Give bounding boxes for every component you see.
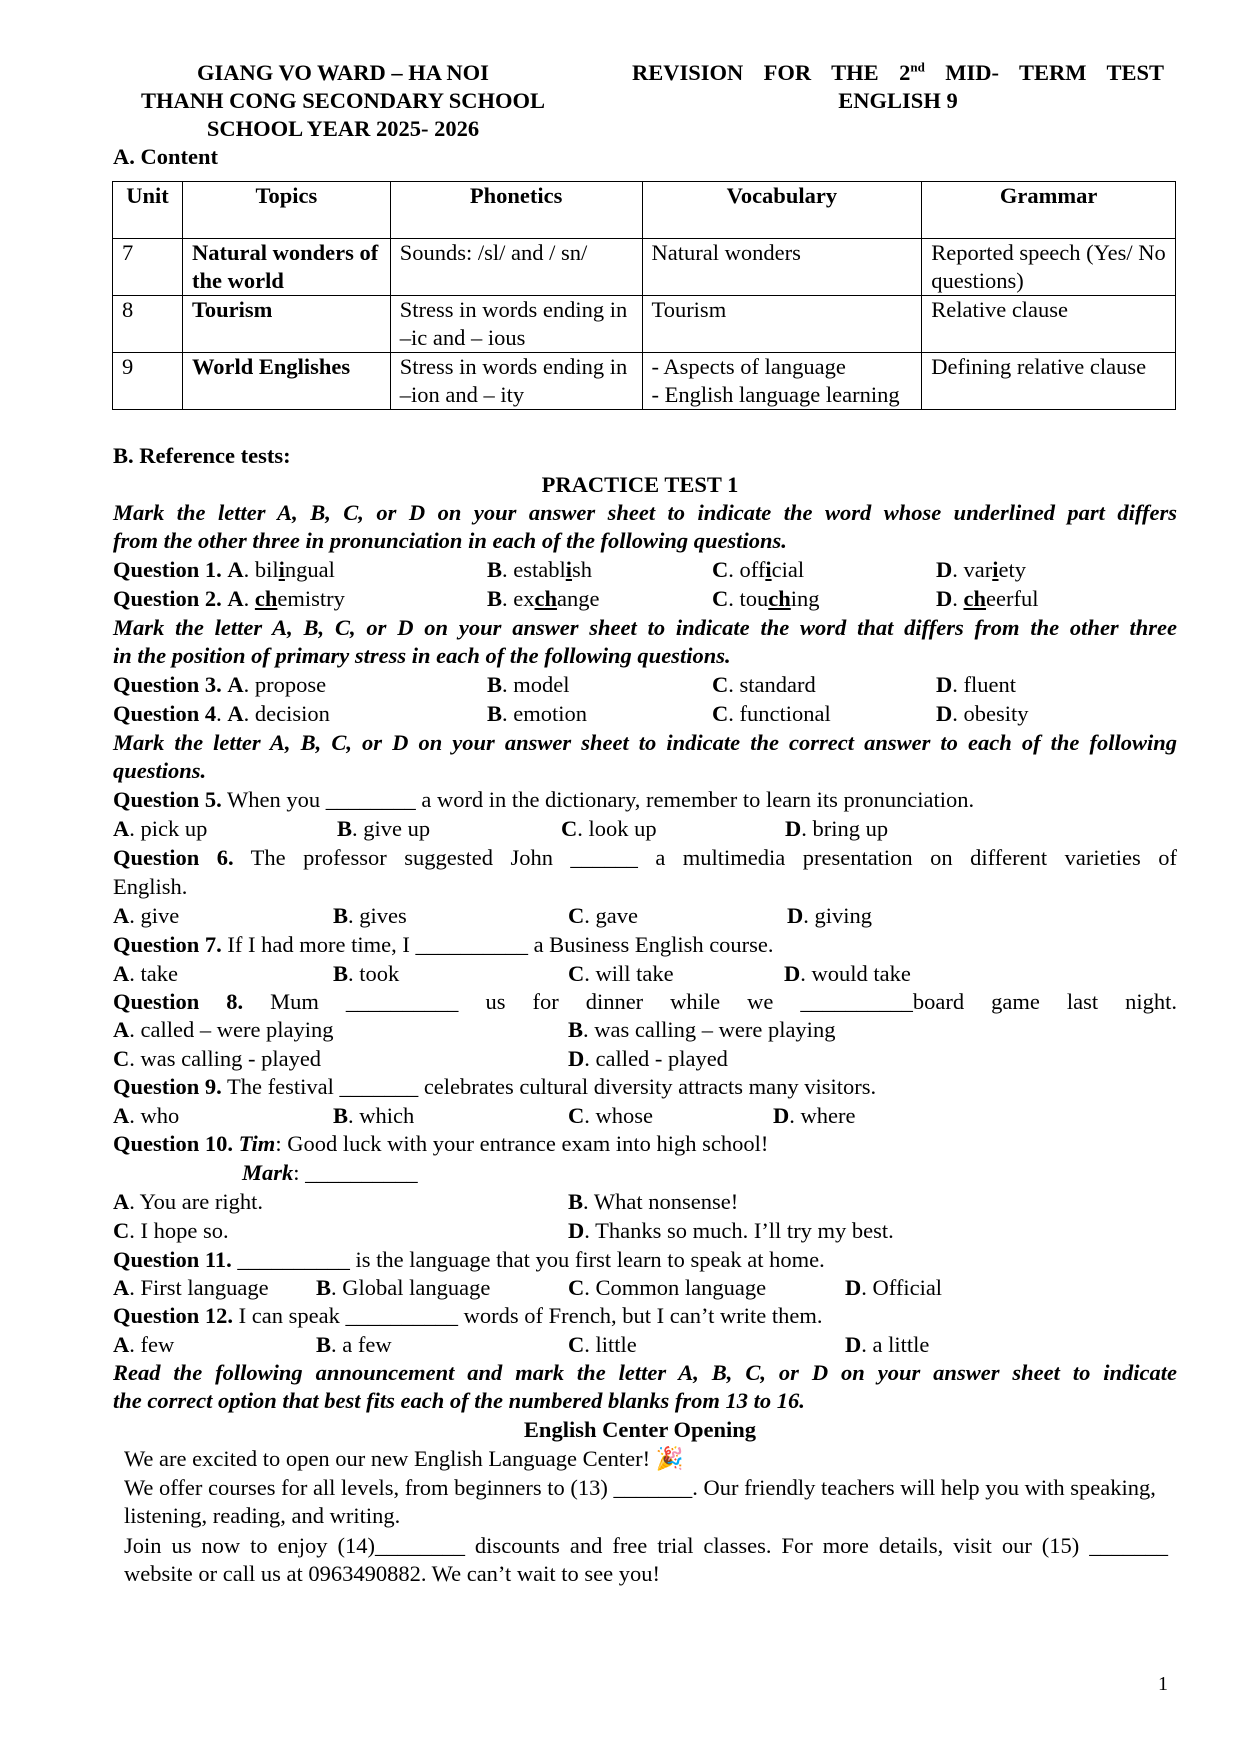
header-school-year: SCHOOL YEAR 2025- 2026 (206, 116, 480, 141)
q6-option-d[interactable]: D. giving (787, 903, 873, 928)
table-row (113, 353, 1176, 410)
announcement-title: English Center Opening (523, 1417, 757, 1442)
q5-option-a[interactable]: A. pick up (113, 816, 208, 841)
q10-option-d[interactable]: D. Thanks so much. I’ll try my best. (568, 1218, 894, 1243)
announcement-paragraph-2: We offer courses for all levels, from beginners to (13) _______. Our friendly teachers will help you with speaking, listening, reading, and writing. (124, 1475, 1156, 1529)
vocabulary-cell (642, 353, 922, 410)
question-1: Question 1. A. bilingual (113, 557, 335, 582)
question-2: Question 2. A. chemistry (113, 586, 345, 611)
q10-option-a[interactable]: A. You are right. (113, 1189, 264, 1214)
instruction-pronunciation-cont: from the other three in pronunciation in each of the following questions. (113, 528, 787, 553)
q1-option-d[interactable]: D. variety (936, 557, 1026, 582)
q3-option-c[interactable]: C. standard (712, 672, 816, 697)
q12-option-b[interactable]: B. a few (316, 1332, 392, 1357)
q7-option-c[interactable]: C. will take (568, 961, 674, 986)
grammar-cell: Reported speech (Yes/ No questions) (922, 239, 1176, 296)
q10-option-c[interactable]: C. I hope so. (113, 1218, 229, 1243)
phonetics-cell: Stress in words ending in –ic and – ious (390, 296, 642, 353)
announcement-paragraph-3: Join us now to enjoy (14)________ discounts and free trial classes. For more details, visit our (15) _______ website or call us at 0963490882. We can’t wait to see you! (124, 1533, 1168, 1587)
topic-cell: Natural wonders of the world (182, 239, 390, 296)
q10-option-b[interactable]: B. What nonsense! (568, 1189, 739, 1214)
q8-option-a[interactable]: A. called – were playing (113, 1017, 334, 1042)
question-10-reply: Mark: __________ (242, 1160, 418, 1185)
q1-option-c[interactable]: C. official (712, 557, 805, 582)
q7-option-d[interactable]: D. would take (784, 961, 911, 986)
vocabulary-cell: Natural wonders (642, 239, 922, 296)
instruction-announcement: Read the following announcement and mark the letter A, B, C, or D on your answer sheet to indicate (113, 1360, 1177, 1385)
vocabulary-cell: Tourism (642, 296, 922, 353)
q12-option-a[interactable]: A. few (113, 1332, 175, 1357)
question-5: Question 5. When you ________ a word in the dictionary, remember to learn its pronunciation. (113, 787, 975, 812)
q3-option-d[interactable]: D. fluent (936, 672, 1016, 697)
q11-option-d[interactable]: D. Official (845, 1275, 943, 1300)
q12-option-c[interactable]: C. little (568, 1332, 637, 1357)
header-subject: ENGLISH 9 (838, 88, 958, 113)
q7-option-a[interactable]: A. take (113, 961, 178, 986)
vocabulary-item: - English language learning (651, 382, 900, 407)
q9-option-c[interactable]: C. whose (568, 1103, 653, 1128)
unit-cell: 7 (113, 239, 183, 296)
content-table (112, 181, 1176, 410)
question-9: Question 9. The festival _______ celebrates cultural diversity attracts many visitors. (113, 1074, 877, 1099)
q5-option-d[interactable]: D. bring up (785, 816, 889, 841)
q5-option-b[interactable]: B. give up (337, 816, 431, 841)
q9-option-a[interactable]: A. who (113, 1103, 180, 1128)
table-header-row (113, 182, 1176, 239)
question-6-cont: English. (113, 874, 188, 899)
table-header: Vocabulary (642, 182, 922, 239)
question-8: Question 8. Mum __________ us for dinner while we __________board game last night. (113, 989, 1178, 1014)
topic-cell: Tourism (182, 296, 390, 353)
grammar-cell: Relative clause (922, 296, 1176, 353)
page-number: 1 (1158, 1673, 1168, 1695)
table-row (113, 239, 1176, 296)
vocabulary-item: - Aspects of language (651, 354, 846, 379)
header-title: REVISION FOR THE 2nd MID- TERM TEST (632, 59, 1164, 85)
q11-option-b[interactable]: B. Global language (316, 1275, 491, 1300)
q1-option-b[interactable]: B. establish (487, 557, 593, 582)
question-6: Question 6. The professor suggested John ______ a multimedia presentation on different varieties of (113, 845, 1177, 870)
q2-option-d[interactable]: D. cheerful (936, 586, 1039, 611)
table-header: Unit (113, 182, 183, 239)
table-header: Phonetics (390, 182, 642, 239)
q12-option-d[interactable]: D. a little (845, 1332, 930, 1357)
q6-option-c[interactable]: C. gave (568, 903, 638, 928)
topic-cell: World Englishes (182, 353, 390, 410)
instruction-announcement-cont: the correct option that best fits each of the numbered blanks from 13 to 16. (113, 1388, 805, 1413)
q8-option-b[interactable]: B. was calling – were playing (568, 1017, 836, 1042)
table-header: Topics (182, 182, 390, 239)
instruction-stress-cont: in the position of primary stress in each of the following questions. (113, 643, 731, 668)
question-4: Question 4. A. decision (113, 701, 330, 726)
q6-option-b[interactable]: B. gives (333, 903, 407, 928)
question-10: Question 10. Tim: Good luck with your entrance exam into high school! (113, 1131, 769, 1156)
question-12: Question 12. I can speak __________ words of French, but I can’t write them. (113, 1303, 823, 1328)
q4-option-c[interactable]: C. functional (712, 701, 831, 726)
q8-option-c[interactable]: C. was calling - played (113, 1046, 322, 1071)
q9-option-b[interactable]: B. which (333, 1103, 415, 1128)
unit-cell: 8 (113, 296, 183, 353)
phonetics-cell: Sounds: /sl/ and / sn/ (390, 239, 642, 296)
instruction-correct-answer: Mark the letter A, B, C, or D on your answer sheet to indicate the correct answer to each of the following (113, 730, 1177, 755)
q11-option-a[interactable]: A. First language (113, 1275, 269, 1300)
q9-option-d[interactable]: D. where (773, 1103, 856, 1128)
section-a-heading: A. Content (113, 144, 218, 169)
question-3: Question 3. A. propose (113, 672, 327, 697)
question-7: Question 7. If I had more time, I __________ a Business English course. (113, 932, 774, 957)
practice-test-title: PRACTICE TEST 1 (541, 472, 739, 497)
q11-option-c[interactable]: C. Common language (568, 1275, 767, 1300)
q4-option-d[interactable]: D. obesity (936, 701, 1029, 726)
q2-option-c[interactable]: C. touching (712, 586, 820, 611)
instruction-stress: Mark the letter A, B, C, or D on your answer sheet to indicate the word that differs from the other three (113, 615, 1177, 640)
announcement-line-1: We are excited to open our new English Language Center! 🎉 (124, 1446, 684, 1471)
instruction-correct-answer-cont: questions. (113, 758, 207, 783)
section-b-heading: B. Reference tests: (113, 443, 291, 468)
q2-option-b[interactable]: B. exchange (487, 586, 600, 611)
q6-option-a[interactable]: A. give (113, 903, 180, 928)
question-11: Question 11. __________ is the language that you first learn to speak at home. (113, 1247, 825, 1272)
header-school: THANH CONG SECONDARY SCHOOL (140, 88, 546, 113)
table-header: Grammar (922, 182, 1176, 239)
q8-option-d[interactable]: D. called - played (568, 1046, 728, 1071)
q5-option-c[interactable]: C. look up (561, 816, 657, 841)
instruction-pronunciation: Mark the letter A, B, C, or D on your answer sheet to indicate the word whose underlined part differs (113, 500, 1177, 525)
unit-cell: 9 (113, 353, 183, 410)
q7-option-b[interactable]: B. took (333, 961, 400, 986)
phonetics-cell: Stress in words ending in –ion and – ity (390, 353, 642, 410)
header-ward: GIANG VO WARD – HA NOI (197, 60, 489, 85)
q3-option-b[interactable]: B. model (487, 672, 570, 697)
grammar-cell: Defining relative clause (922, 353, 1176, 410)
table-row (113, 296, 1176, 353)
q4-option-b[interactable]: B. emotion (487, 701, 588, 726)
